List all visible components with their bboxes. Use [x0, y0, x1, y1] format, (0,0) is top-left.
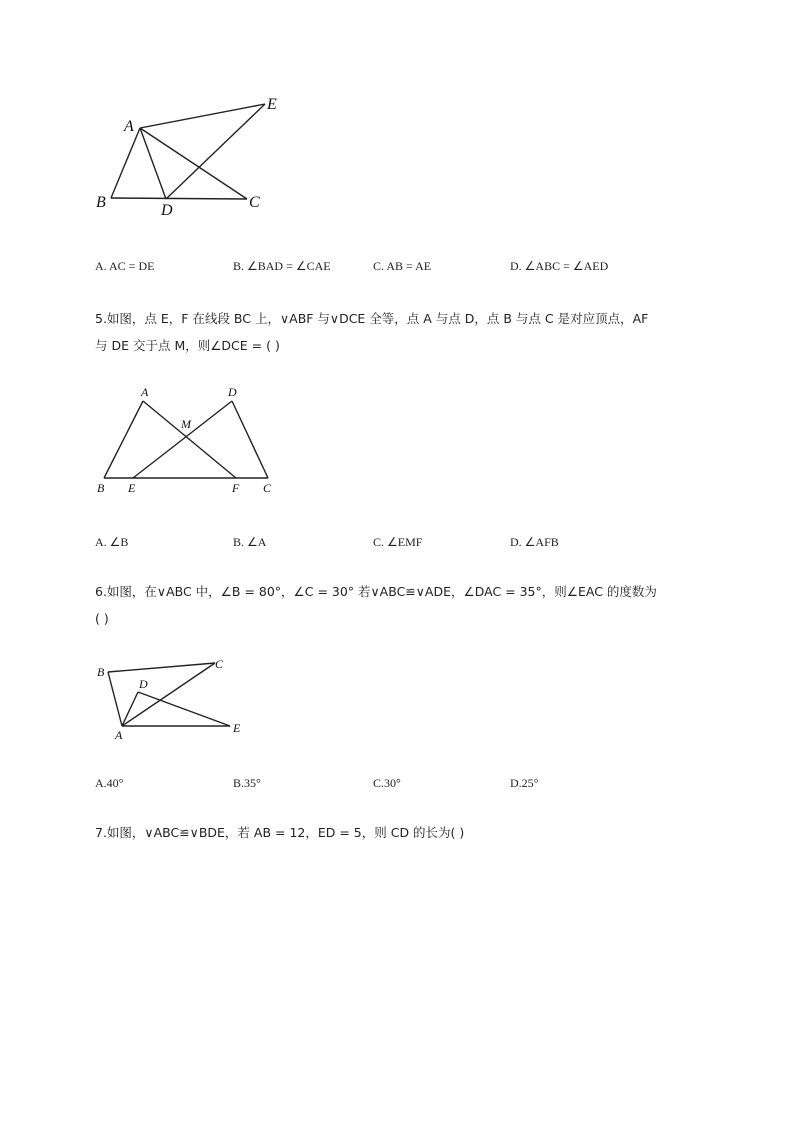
label-d: D: [228, 385, 237, 399]
options-q6: [95, 776, 735, 796]
label-c: C: [263, 481, 272, 495]
segment-bc: [111, 198, 247, 199]
option-a[interactable]: A.40°: [95, 776, 124, 790]
question-5-line-2: 与 DE 交于点 M，则∠DCE = ( ): [95, 338, 280, 353]
label-d: D: [139, 677, 148, 691]
label-b: B: [96, 194, 106, 211]
question-5: [95, 305, 705, 359]
label-a: A: [141, 385, 149, 399]
segment-dc: [232, 401, 268, 478]
option-b[interactable]: B.35°: [233, 776, 261, 790]
option-c[interactable]: C. AB = AE: [373, 259, 432, 273]
option-a[interactable]: A. ∠B: [95, 535, 129, 549]
segment-ad: [140, 128, 166, 199]
question-7-line-1: 7.如图，∨ABC≌∨BDE，若 AB = 12，ED = 5，则 CD 的长为( ): [95, 825, 465, 840]
label-d: D: [161, 202, 173, 219]
option-d[interactable]: D. ∠ABC = ∠AED: [510, 259, 609, 273]
question-7: [95, 819, 705, 846]
segment-ac: [140, 128, 247, 199]
segment-de: [133, 401, 232, 478]
segment-ac: [122, 663, 215, 726]
segment-af: [143, 401, 236, 478]
segment-ab: [111, 128, 140, 198]
label-b: B: [97, 665, 105, 679]
segment-ab: [104, 401, 143, 478]
options-q4: [95, 259, 735, 279]
label-a: A: [115, 728, 123, 742]
label-c: C: [249, 194, 260, 211]
option-b[interactable]: B. ∠A: [233, 535, 267, 549]
option-d[interactable]: D.25°: [510, 776, 539, 790]
segment-ab: [108, 672, 122, 726]
option-c[interactable]: C. ∠EMF: [373, 535, 423, 549]
label-e: E: [128, 481, 136, 495]
figure-q6: [0, 650, 300, 750]
label-f: F: [232, 481, 240, 495]
options-q5: [95, 535, 735, 555]
question-6: [95, 578, 705, 632]
figure-q4: [0, 0, 300, 230]
segment-bc: [108, 663, 215, 672]
segment-de: [166, 104, 265, 199]
label-b: B: [97, 481, 105, 495]
label-c: C: [215, 657, 224, 671]
segment-ae: [140, 104, 265, 128]
label-m: M: [181, 417, 191, 431]
label-a: A: [124, 118, 134, 135]
label-e: E: [233, 721, 241, 735]
segment-de: [138, 692, 230, 726]
label-e: E: [267, 96, 277, 113]
question-6-line-2: ( ): [95, 611, 109, 626]
question-6-line-1: 6.如图，在∨ABC 中，∠B = 80°，∠C = 30° 若∨ABC≌∨ADE，∠DAC = 35°，则∠EAC 的度数为: [95, 584, 657, 599]
figure-q5: [0, 380, 300, 500]
question-5-line-1: 5.如图，点 E，F 在线段 BC 上，∨ABF 与∨DCE 全等，点 A 与点 D，点 B 与点 C 是对应顶点，AF: [95, 311, 649, 326]
option-a[interactable]: A. AC = DE: [95, 259, 155, 273]
option-d[interactable]: D. ∠AFB: [510, 535, 559, 549]
option-c[interactable]: C.30°: [373, 776, 401, 790]
option-b[interactable]: B. ∠BAD = ∠CAE: [233, 259, 331, 273]
